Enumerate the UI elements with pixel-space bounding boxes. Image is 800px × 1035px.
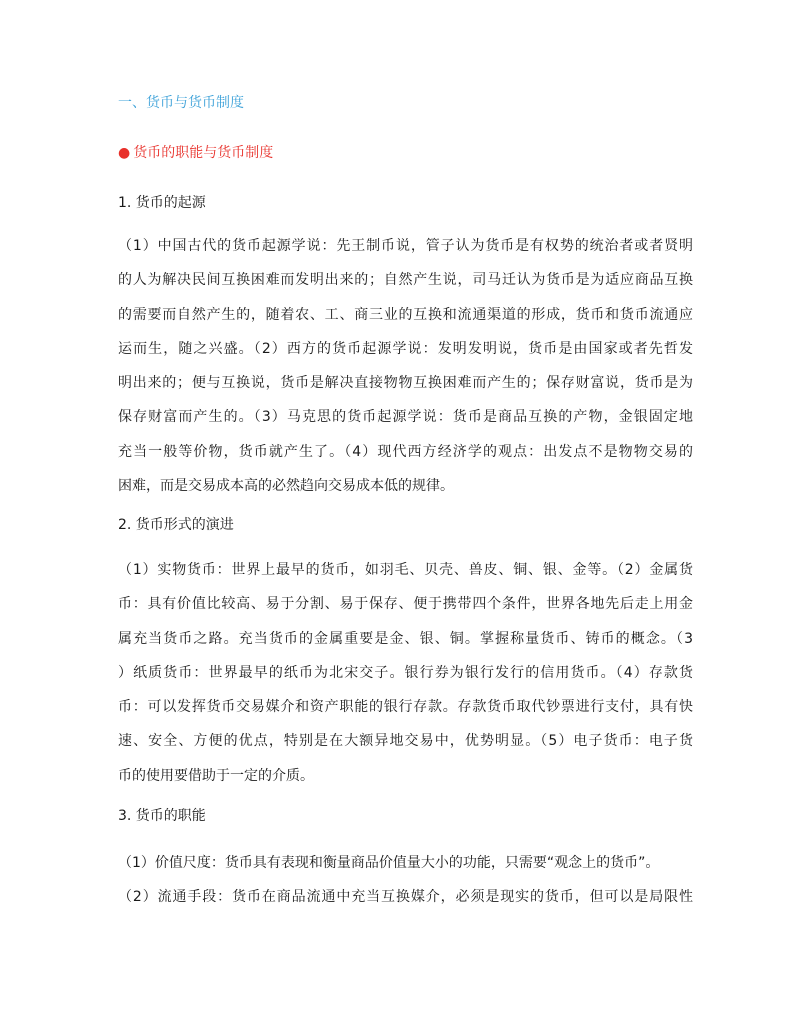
heading-evolution-of-money: 2. 货币形式的演进 — [118, 517, 234, 533]
text-line: 困难，而是交易成本高的必然趋向交易成本低的规律。 — [118, 478, 454, 495]
heading-functions-of-money: 3. 货币的职能 — [118, 808, 206, 824]
text-line: 充当一般等价物，货币就产生了。（4）现代西方经济学的观点：出发点不是物物交易的 — [118, 443, 693, 460]
text-line: ）纸质货币：世界最早的纸币为北宋交子。银行券为银行发行的信用货币。（4）存款货 — [118, 664, 693, 681]
subsection-title-text: 货币的职能与货币制度 — [133, 145, 274, 161]
text-line: 币的使用要借助于一定的介质。 — [118, 767, 314, 784]
text-line: （1）价值尺度：货币具有表现和衡量商品价值量大小的功能，只需要“观念上的货币”。 — [118, 855, 660, 871]
paragraph-origin-of-money — [118, 229, 693, 503]
heading-origin-of-money: 1. 货币的起源 — [118, 195, 206, 211]
subsection-title — [118, 142, 273, 162]
text-line: （1）实物货币：世界上最早的货币，如羽毛、贝壳、兽皮、铜、银、金等。（2）金属货 — [118, 562, 693, 578]
text-line: （2）流通手段：货币在商品流通中充当互换媒介，必须是现实的货币，但可以是局限性 — [118, 889, 693, 906]
text-line: 的需要而自然产生的，随着农、工、商三业的互换和流通渠道的形成，货币和货币流通应 — [118, 306, 693, 323]
paragraph-evolution-of-money — [118, 553, 693, 793]
section-title: 一、货币与货币制度 — [118, 95, 244, 111]
text-line: 保存财富而产生的。（3）马克思的货币起源学说：货币是商品互换的产物，金银固定地 — [118, 409, 693, 426]
text-line: 属充当货币之路。充当货币的金属重要是金、银、铜。掌握称量货币、铸币的概念。（3 — [118, 630, 693, 647]
bullet-icon: ● — [118, 145, 131, 161]
text-line: 的人为解决民间互换困难而发明出来的；自然产生说，司马迁认为货币是为适应商品互换 — [118, 272, 693, 289]
text-line: 速、安全、方便的优点，特别是在大额异地交易中，优势明显。（5）电子货币：电子货 — [118, 733, 693, 750]
text-line: 币：可以发挥货币交易媒介和资产职能的银行存款。存款货币取代钞票进行支付，具有快 — [118, 699, 693, 716]
text-line: 运而生，随之兴盛。（2）西方的货币起源学说：发明发明说，货币是由国家或者先哲发 — [118, 340, 693, 357]
text-line: 明出来的；便与互换说，货币是解决直接物物互换困难而产生的；保存财富说，货币是为 — [118, 375, 693, 392]
text-line: 币：具有价值比较高、易于分割、易于保存、便于携带四个条件，世界各地先后走上用金 — [118, 596, 693, 613]
text-line: （1）中国古代的货币起源学说：先王制币说，管子认为货币是有权势的统治者或者贤明 — [118, 238, 693, 254]
paragraph-functions-of-money — [118, 846, 693, 915]
